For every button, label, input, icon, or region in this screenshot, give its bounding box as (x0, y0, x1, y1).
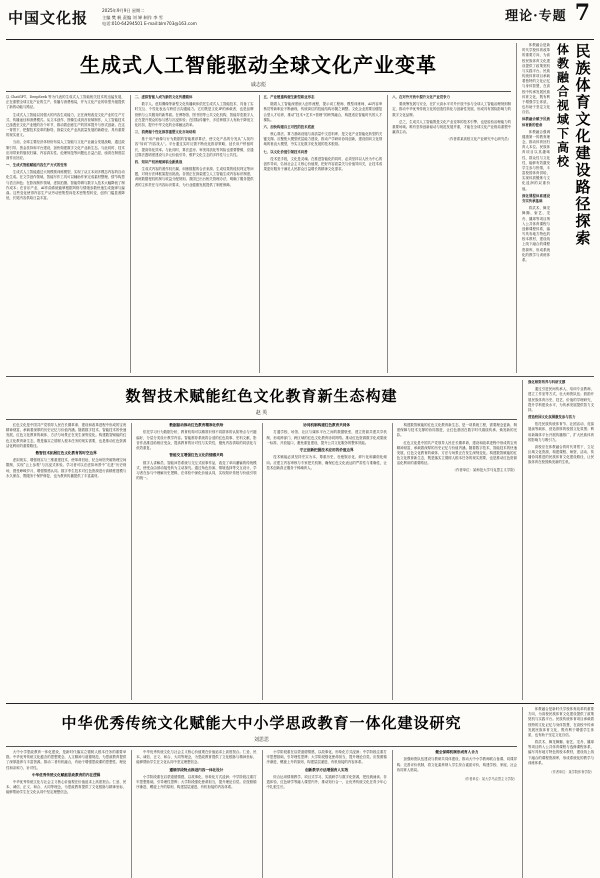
editors: 主编 樊 帆 责编 刘 婵 制作 李 雪 (102, 14, 163, 20)
article-2-col-4 (392, 423, 517, 700)
article-4-subheadline: 体教融合视域下高校 (555, 43, 570, 169)
article-1-rule (6, 91, 511, 92)
article-4-col-1 (522, 43, 550, 373)
article-2-sign: （作者单位：某师范大学马克思主义学院） (452, 468, 517, 473)
masthead (0, 0, 600, 38)
article-2-col-3 (262, 423, 387, 700)
article-4-tail: 体教融合是新时代学校体育改革的重要方向，为高校民族体育文化建设提供了政策契机与实践平台。民族传统体育项目承载着独特的文化记忆与身体智慧，在高校中传承发展民族体育文化，既有利于增强学生体质，也有助于坚定文化自信。 (528, 707, 594, 737)
article-3-b1: 中华优秀传统文化与社会主义核心价值观在价值追求上高度契合。仁爱、民本、诚信、正义、和合、大同等理念，为思政教育提供了文化根脉与精神坐标，能够帮助学生在文化认同中坚定理想信念。 (6, 780, 127, 795)
article-3-b1b: 中华优秀传统文化与社会主义核心价值观在价值追求上高度契合。仁爱、民本、诚信、正义、和合、大同等理念，为思政教育提供了文化根脉与精神坐标，能够帮助学生在文化认同中坚定理想信念。 (136, 750, 257, 765)
article-4-closing: 高校应在体教融合的时代背景下，立足区域文化资源，构建课程、师资、活动、传播协同推进的民族体育文化建设路径，让民族体育在校园焕发新的生机。 (528, 444, 594, 465)
article-1-byline: 戚志彪 (250, 82, 266, 88)
article-3-h3: 创新教学方法增强育人实效 (305, 767, 349, 772)
article-1-b6: 核心算法、算力基础设施与高质量中文语料库，是文化产业智能化转型的关键支撑。应聚焦大模型底层能力建设，推动产学研用协同创新，建设面向文化领域的垂直大模型，夯实文化数字化发展的技术根基。 (263, 132, 383, 147)
article-1-b7: 技术是手段，文化是灵魂。在推进智能化的同时，必须坚持以人民为中心的创作导向，弘扬社会主义核心价值观，把好内容质量关与价值导向关，让技术成果更好服务于满足人民群众日益增长的精神文化需求。 (263, 156, 383, 172)
article-1-h5: 五、产业链重构催生新型职业形态 (263, 95, 315, 99)
article-4-tail2: 将武术、舞龙舞狮、射艺、龙舟、毽球等项目纳入公共体育课程与选修课程体系，编写具有地方特色的校本教材，建设线上线下融合的课程资源库，形成系统化的教学与训练体系。 (528, 740, 594, 765)
article-2-col-1 (6, 423, 126, 700)
article-4-b1: 体教融合强调健康第一的教育理念，推动体育回归育人本位。民族体育项目以其趣味性、群众性与文化性，能够有效激发学生参与热情，丰富校园体育供给，实现体质锻炼与文化浸润的双重价值。 (522, 129, 550, 191)
divider-1 (6, 376, 594, 377)
article-4-sign: （作者单位：某学院体育学院） (549, 769, 594, 774)
article-1-h1: 一、生成式智能赋能内容生产方式的变革 (6, 163, 68, 168)
article-3-p1: 大中小学思政教育一体化建设，是新时代落实立德树人根本任务的重要举措。中华优秀传统文化蕴含的思想观念、人文精神与道德规范，为思政教育提供了深厚滋养与丰富资源。推动二者有机融合，有助于增强思政课的思想性、理论性和亲和力、针对性。 (6, 750, 127, 770)
divider-2 (6, 703, 594, 704)
article-4-inner (522, 43, 594, 373)
article-3-col-3 (262, 750, 387, 878)
article-1-col-1 (6, 95, 125, 373)
masthead-right (505, 0, 592, 26)
article-1-col-4 (387, 95, 511, 373)
article-4-h4: 营造校园文化氛围激发参与活力 (528, 415, 576, 420)
article-3-byline: 刘思思 (253, 737, 269, 743)
article-3-b4: 加强师资队伍建设与教研共同体建设，推动大中小学教师联合备课、同课异构；完善评价机制，将文化素养纳入学生综合素质评价，构建学校、家庭、社会协同育人格局。 (396, 757, 517, 772)
article-4 (516, 43, 594, 373)
article-2-h2: 数据驱动推动红色教育精准化供给 (169, 423, 224, 427)
article-1-p1: 生成式人工智能以其强大的内容生成能力，正在深刻改变文化产业的生产方式、传播途径和消费模式。从文本创作、图像生成到音视频制作，人工智能技术已渗透至文化产业链的各个环节，推动着创意生产的效率提升与形式创新。在这一背景下，把握技术变革的脉络，探索文化产业高质量发展的新路径，具有重要的现实意义。 (6, 112, 125, 138)
article-1-h2: 二、虚拟智能人成为新的文化传播载体 (134, 95, 193, 99)
article-2-b3: 数字人讲解员、智能问答系统与交互式叙事作品，改变了单向灌输的传统模式，使受众由被动接受转为主动探究。通过角色扮演、情境选择等交互设计，学习者在参与中理解历史逻辑，在体验中深化价值认同，实现知识传授与价值引领的统一。 (136, 460, 257, 481)
article-4-b2: 将武术、舞龙舞狮、射艺、龙舟、毽球等项目纳入公共体育课程与选修课程体系，编写具有地方特色的校本教材，建设线上线下融合的课程资源库，形成系统化的教学与训练体系。 (522, 206, 550, 262)
article-2-byline: 赵 英 (255, 410, 268, 416)
article-2-closing: 构建数智赋能的红色文化教育新生态，是一项系统工程，需要理念更新、制度保障与技术支撑的协同推进，让红色基因在数字时代赓续传承、焕发新的光彩。 (396, 423, 517, 438)
article-3-sign: （作者单位：某大学马克思主义学院） (462, 776, 517, 781)
article-1-b5: 随着人工智能深度嵌入创作流程，提示词工程师、模型训练师、AI内容审核员等新职业不断涌现，传统岗位的技能结构亦随之调整。文化企业需要加强复合型人才培养，推动“技术+艺术+管理”的跨界融合，构建适应智能时代的人才梯队。 (263, 102, 383, 122)
article-3-b2: 小学阶段重在启蒙道德情感，以故事化、形象化方式浸润；中学阶段注重打牢思想基础，引导理性思辨；大学阶段强化使命担当，提升理论自觉。应按照循序渐进、螺旋上升的原则，构建层层递进、有机衔接的内容体系。 (136, 774, 257, 790)
article-4-b3: 通过引进民间传承人、培训专业教师、建立工作室等方式，壮大师资队伍；鼓励开展民族体育历史、技艺、价值的学理研究，提升学科建设水平，为传承发展提供智力支持。 (528, 387, 594, 412)
page-number: 7 (574, 0, 590, 26)
article-3-headline: 中华优秀传统文化赋能大中小学思政教育一体化建设研究 (61, 714, 462, 732)
article-3-col-4 (392, 750, 517, 878)
article-4-headline: 民族体育文化建设路径探索 (573, 43, 592, 247)
article-2-b2: 依托学习行为数据分析，教育机构可以精准识别不同群体的认知特点与兴趣偏好，分层分类设计教学内容。智能推荐系统将合适的红色故事、史料文献、影音作品推送给相应受众，提高教育的针对性与实效性，避免内容供给的同质化与低效重复。 (136, 430, 257, 450)
page-body (0, 40, 600, 878)
bottom-region (6, 707, 594, 878)
article-1-h4: 四、知识产权治理面临全新挑战 (134, 159, 183, 164)
article-1-sign: （作者系某高校文化产业研究中心研究员） (446, 137, 511, 142)
article-3-h4: 健全保障机制形成育人合力 (435, 750, 479, 754)
issue-date: 2025年9月9日 星期二 (102, 8, 145, 13)
article-1-h3: 三、消费端个性化推荐重塑文化市场结构 (134, 130, 196, 135)
article-3-b3: 综合运用情境教学、项目式学习、实践研学与数字化资源，把经典诵读、非遗体验、红色研学等融入课堂内外，推动知行合一，让优秀传统文化在青少年心中扎根生长。 (266, 774, 387, 790)
article-1-b8: 要统筹发展与安全，在扩大高水平对外开放中参与全球人工智能治理规则制定，推动中华优秀传统文化的创造性转化与创新性发展，形成具有国际影响力的数字文化品牌。 (392, 102, 511, 117)
article-3-columns (6, 750, 517, 878)
article-2-columns (6, 423, 517, 700)
article-2 (6, 380, 522, 700)
article-1 (6, 43, 516, 373)
article-4-p1: 体教融合是新时代学校体育改革的重要方向，为高校民族体育文化建设提供了政策契机与实践平台。民族传统体育项目承载着独特的文化记忆与身体智慧，在高校中传承发展民族体育文化，既有利于增强学生体质，也有助于坚定文化自信。 (522, 43, 550, 115)
article-1-p2: 当前，全球主要经济体纷纷布局人工智能与文化产业融合发展战略，通过政策引导、资金扶持和平台建设，加快构建数字文化产业新生态。与此同时，技术应用带来的版权归属、内容真实性、伦理规范等问题也日益凸显，亟须在制度层面作出回应。 (6, 140, 125, 160)
article-4-h3: 强化师资培养与科研支撑 (528, 380, 566, 384)
article-1-col-2 (130, 95, 254, 373)
article-1-b4: 生成式内容的著作权归属、训练数据的合法来源、生成结果的侵权判定等问题，对现行法律框架提出挑战。各国正在探索建立人工智能生成内容标识制度、训练数据授权机制与收益分配规则。我国已出台相关管理办法，明确了服务提供者的主体责任与内容标识要求，为行业健康发展提供了制度保障。 (134, 167, 254, 187)
top-region (6, 43, 594, 373)
masthead-meta (102, 4, 197, 28)
article-2-col-2 (131, 423, 256, 700)
article-4-col-3 (522, 707, 594, 878)
article-2-headline: 数智技术赋能红色文化教育新生态构建 (125, 387, 398, 405)
article-4-h2: 深化课程体系建设夯实传承基础 (522, 193, 550, 203)
article-3-h1: 中华优秀传统文化赋能思政教育的内在逻辑 (31, 772, 101, 777)
article-2-extra: 红色文化是中国共产党领导人民在长期革命、建设和改革进程中形成的宝贵精神财富，承载着深厚的历史记忆与价值内涵。随着数字技术、智能技术的快速发展，红色文化教育的载体、方法与场景正在发生深刻变化。构建数智赋能的红色文化教育新生态，既是落实立德树人根本任务的现实需要，也是推动红色资源活化利用的重要路径。 (396, 440, 517, 466)
article-3-rule (6, 746, 517, 747)
article-2-b5: 技术赋能必须坚持史实为本、尊重历史，杜绝娱乐化、碎片化和庸俗化倾向。应建立内容审核与专家把关机制，确保红色文化表达的严肃性与准确性，让技术创新真正服务于铸魂育人。 (266, 455, 387, 470)
article-1-columns (6, 95, 511, 373)
article-1-closing: 总之，生成式人工智能既是文化产业变革的技术引擎，也是检验治理能力的重要场域。唯有坚持创新驱动与规范发展并重，才能在全球文化产业格局重塑中赢得主动。 (392, 119, 511, 135)
article-3-col-1 (6, 750, 126, 878)
article-2-b1: 虚拟现实、增强现实与三维重建技术，使革命旧址、纪念场馆突破物理空间限制，实现“云上参观”与沉浸式体验。学习者可以在虚拟场景中“走进”历史现场，感受峥嵘岁月，增强情感认同。数字孪生技术对红色资源进行高精度建模与永久保存，既服务于保护修复，也为教育传播提供了丰富素材。 (6, 458, 127, 478)
article-1-h6: 六、加快构建自主可控的技术底座 (263, 124, 315, 129)
article-2-b4: 打通学校、场馆、社区与媒体平台之间的数据壁垒，建立资源共建共享机制，形成跨部门、跨区域的红色文化教育协同网络。推动红色资源数字化成果统一标准、开放接口，避免重复建设，提升公共文化服务的整体效能。 (266, 430, 387, 445)
section-title: 理论·专题 (505, 8, 567, 24)
article-4-col-2 (522, 380, 594, 700)
article-4-h1: 体教融合赋予民族体育新的使命 (522, 117, 550, 127)
article-1-h7: 七、以文化价值引领技术向善 (263, 149, 308, 154)
article-2-h3: 智能交互增强红色文化的情感共鸣 (169, 453, 224, 458)
article-1-b1: 生成式人工智能通过大规模预训练模型，实现了从文本到多模态内容的自动化生成。在文学创作领域，智能写作工具可以辅助作家完成素材整理、情节构思与语言润色；在影视制作领域，虚拟拍摄、智能剪辑与数字人技术大幅降低了制作成本；在音乐产业，AI作曲系统能够根据风格与情绪参数快速生成旋律与编曲。这些变化使得内容生产从劳动密集型向技术密集型转变，创作门槛显著降低，长尾内容供给日益丰富。 (6, 170, 125, 201)
article-2-h5: 守正创新把握技术应用的价值边界 (299, 447, 354, 452)
contact: 电话:010-64294501 E-mail:blm703@163.com (102, 21, 197, 26)
article-1-h8: 八、在对外开放中提升文化产业竞争力 (392, 95, 450, 99)
article-1-lead: 以 ChatGPT、DeepSeek 等为代表的生成式人工智能相关技术的迅猛发展，正在重塑全球文化产业的生产、传播与消费格局，并为文化产业的转型升级提供了新的动能与路径。 (6, 95, 125, 110)
article-3 (6, 707, 522, 878)
article-3-col-2 (131, 750, 256, 878)
article-2-h1: 数智技术拓展红色文化教育的时空边界 (35, 450, 97, 455)
article-4-b4: 依托民族传统体育节、社团活动、竞赛展演等载体，营造浓厚的校园文化氛围；利用新媒体平台开展传播推广，扩大民族体育的影响力与吸引力。 (528, 422, 594, 442)
article-1-b3: 基于用户画像与行为数据的智能推荐算法，使文化产品的分发从“人找内容”转向“内容找人”。平台通过实时反馈不断优化推荐策略，延长用户停留时长，提高转化效率。与此同时，算法茧房、审美同质化等风险也需要警惕，应通过算法透明度建设与多元价值引导，维护文化生态的多样性与公共性。 (134, 137, 254, 157)
article-3-h2: 遵循学段特点推进内容一体化设计 (169, 767, 224, 772)
newspaper-logo: 中国文化报 (8, 9, 89, 27)
article-1-headline: 生成式人工智能驱动全球文化产业变革 (80, 53, 437, 77)
article-1-b2: 数字人、虚拟偶像等新型文化传播载体依托生成式人工智能技术，具备了实时交互、个性化表达与跨语言沟通能力。它们既是文化IP的承载者，也是品牌营销与公共服务的新界面。在博物馆、图书馆等公共文化机构，智能导览数字人正在提升观众的参与感与沉浸体验；在国际传播中，多语种数字人有助于降低文化折扣，提升中华文化的全球触达效率。 (134, 102, 254, 127)
article-2-rule (6, 419, 517, 420)
article-3-b2b: 小学阶段重在启蒙道德情感，以故事化、形象化方式浸润；中学阶段注重打牢思想基础，引导理性思辨；大学阶段强化使命担当，提升理论自觉。应按照循序渐进、螺旋上升的原则，构建层层递进、有机衔接的内容体系。 (266, 750, 387, 765)
article-2-h4: 协同机制构建红色教育共同体 (303, 423, 350, 427)
article-2-p1: 红色文化是中国共产党领导人民在长期革命、建设和改革进程中形成的宝贵精神财富，承载着深厚的历史记忆与价值内涵。随着数字技术、智能技术的快速发展，红色文化教育的载体、方法与场景正在发生深刻变化。构建数智赋能的红色文化教育新生态，既是落实立德树人根本任务的现实需要，也是推动红色资源活化利用的重要路径。 (6, 423, 127, 448)
article-4-headline-area (554, 43, 594, 373)
mid-region (6, 380, 594, 700)
article-1-col-3 (259, 95, 383, 373)
